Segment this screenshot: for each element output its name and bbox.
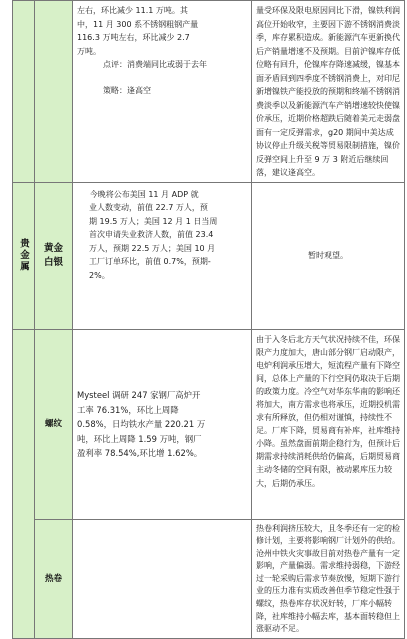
analysis-text: 由于入冬后北方天气状况持续不佳，环保限产力度加大，唐山部分钢厂启动限产，电炉利润承压增大，短流程产量有下降空间，总体上产量的下行空间仍取决于后期的政策力度。冷空气对华东华南的影响还将加大，南方需求也将承压，近期投机需求有所释放，但仍相对谨慎，持续性不足。厂库下降，贸易商有补库，社库维持小降。虽然盘面前期企稳行为，但预计后期需求持续消耗供给仍偏高，后期贸易商主动冬储的空间有限，被动累库压力较大，后期仍承压。 [256,334,400,488]
subcategory-label: 黄金白银 [43,242,63,268]
analysis-cell [252,329,405,519]
fundamentals-cell [73,182,252,329]
text-line: 工率 76.31%，环比上周降 [77,404,179,415]
fundamentals-cell [73,1,252,183]
analysis-text: 量受环保及限电原因同比下滑，镍铁利润高位开始收窄，主要因下游不锈钢消费淡季，库存累积造成。新能源汽车更新换代后产销量增速不及预期。目前沪镍库存低位略有回升，伦镍库存降速减缓，镍基本面矛盾回到四季度不锈钢消费上，对印尼新增镍铁产能投放的预期和终端不锈钢消费淡季以及新能源汽车产销增速较快使镍价承压，近期价格超跌后随着美元走弱盘面有一定反弹需求，g20 期间中美达成协议停止升级关税等贸易限制措施，镍价反弹空间上升至 9 万 3 附近后继续回落，建议逢高空。 [256,6,400,177]
text-line: 首次申请失业救济人数，前值 23.4 [89,230,214,239]
text-line: Mysteel 调研 247 家钢厂高炉开 [77,390,201,401]
subcategory-label: 热卷 [44,573,62,584]
analysis-text: 热卷利润挤压较大，且冬季还有一定的检修计划，主要将影响钢厂计划外的供给。沧州中铁火灾事故目前对热卷产量有一定影响，产量偏弱。需求维持弱稳，下游经过一轮采购后需求节奏放慢，短期下游行业的压力准有实质改善但季节稳定性强于螺纹，热卷库存状况好转，厂库小幅转降，社库维持小幅去库，基本面转稳但上涨驱动不足。 [256,523,400,634]
category-label: 贵金属 [18,238,29,273]
analysis-cell [252,519,405,638]
subcategory-cell [35,329,73,519]
text-line: 今晚将公布美国 11 月 ADP 就 [89,189,199,199]
text-line: 吨，环比上周降 1.59 万吨，钢厂 [77,433,202,444]
subcategory-cell [35,519,73,638]
table-row-hot-coil [13,519,405,638]
category-cell [13,329,35,638]
subcategory-cell [35,1,73,183]
category-cell [13,1,35,183]
text-line: 盈利率 78.54%,环比增 1.62%。 [77,448,203,459]
subcategory-label: 螺纹 [44,419,62,429]
text-line: 2%。 [89,270,110,280]
text-line: 期 19.5 万人；美国 12 月 1 日当周 [89,216,218,226]
text-line: 工厂订单环比，前值 0.7%，预期- [89,257,211,266]
table-row-rebar [13,329,405,519]
fundamentals-cell [73,519,252,638]
text-line: 万吨。 [77,46,101,56]
market-analysis-table [12,0,405,639]
text-line: 左右，环比减少 11.1 万吨。其 [77,6,188,15]
text-line: 万人，预期 22.5 万人；美国 10 月 [89,243,216,253]
text-line: 业人数变动，前值 22.7 万人，预 [89,203,208,212]
category-cell [13,182,35,329]
text-line: 0.58%，日均铁水产量 220.21 万 [77,419,206,430]
subcategory-cell [35,182,73,329]
comment: 点评：消费端同比或弱于去年 [103,60,207,69]
text-line: 中，11 月 300 系不锈钢粗钢产量 [77,19,199,29]
strategy: 策略：逢高空 [103,85,151,95]
text-line: 116.3 万吨左右，环比减少 2.7 [77,33,190,42]
analysis-cell [252,182,405,329]
analysis-text: 暂时观望。 [308,250,348,260]
analysis-cell [252,1,405,183]
table-row-gold-silver [13,182,405,329]
fundamentals-cell [73,329,252,519]
table-row-nickel [13,1,405,183]
